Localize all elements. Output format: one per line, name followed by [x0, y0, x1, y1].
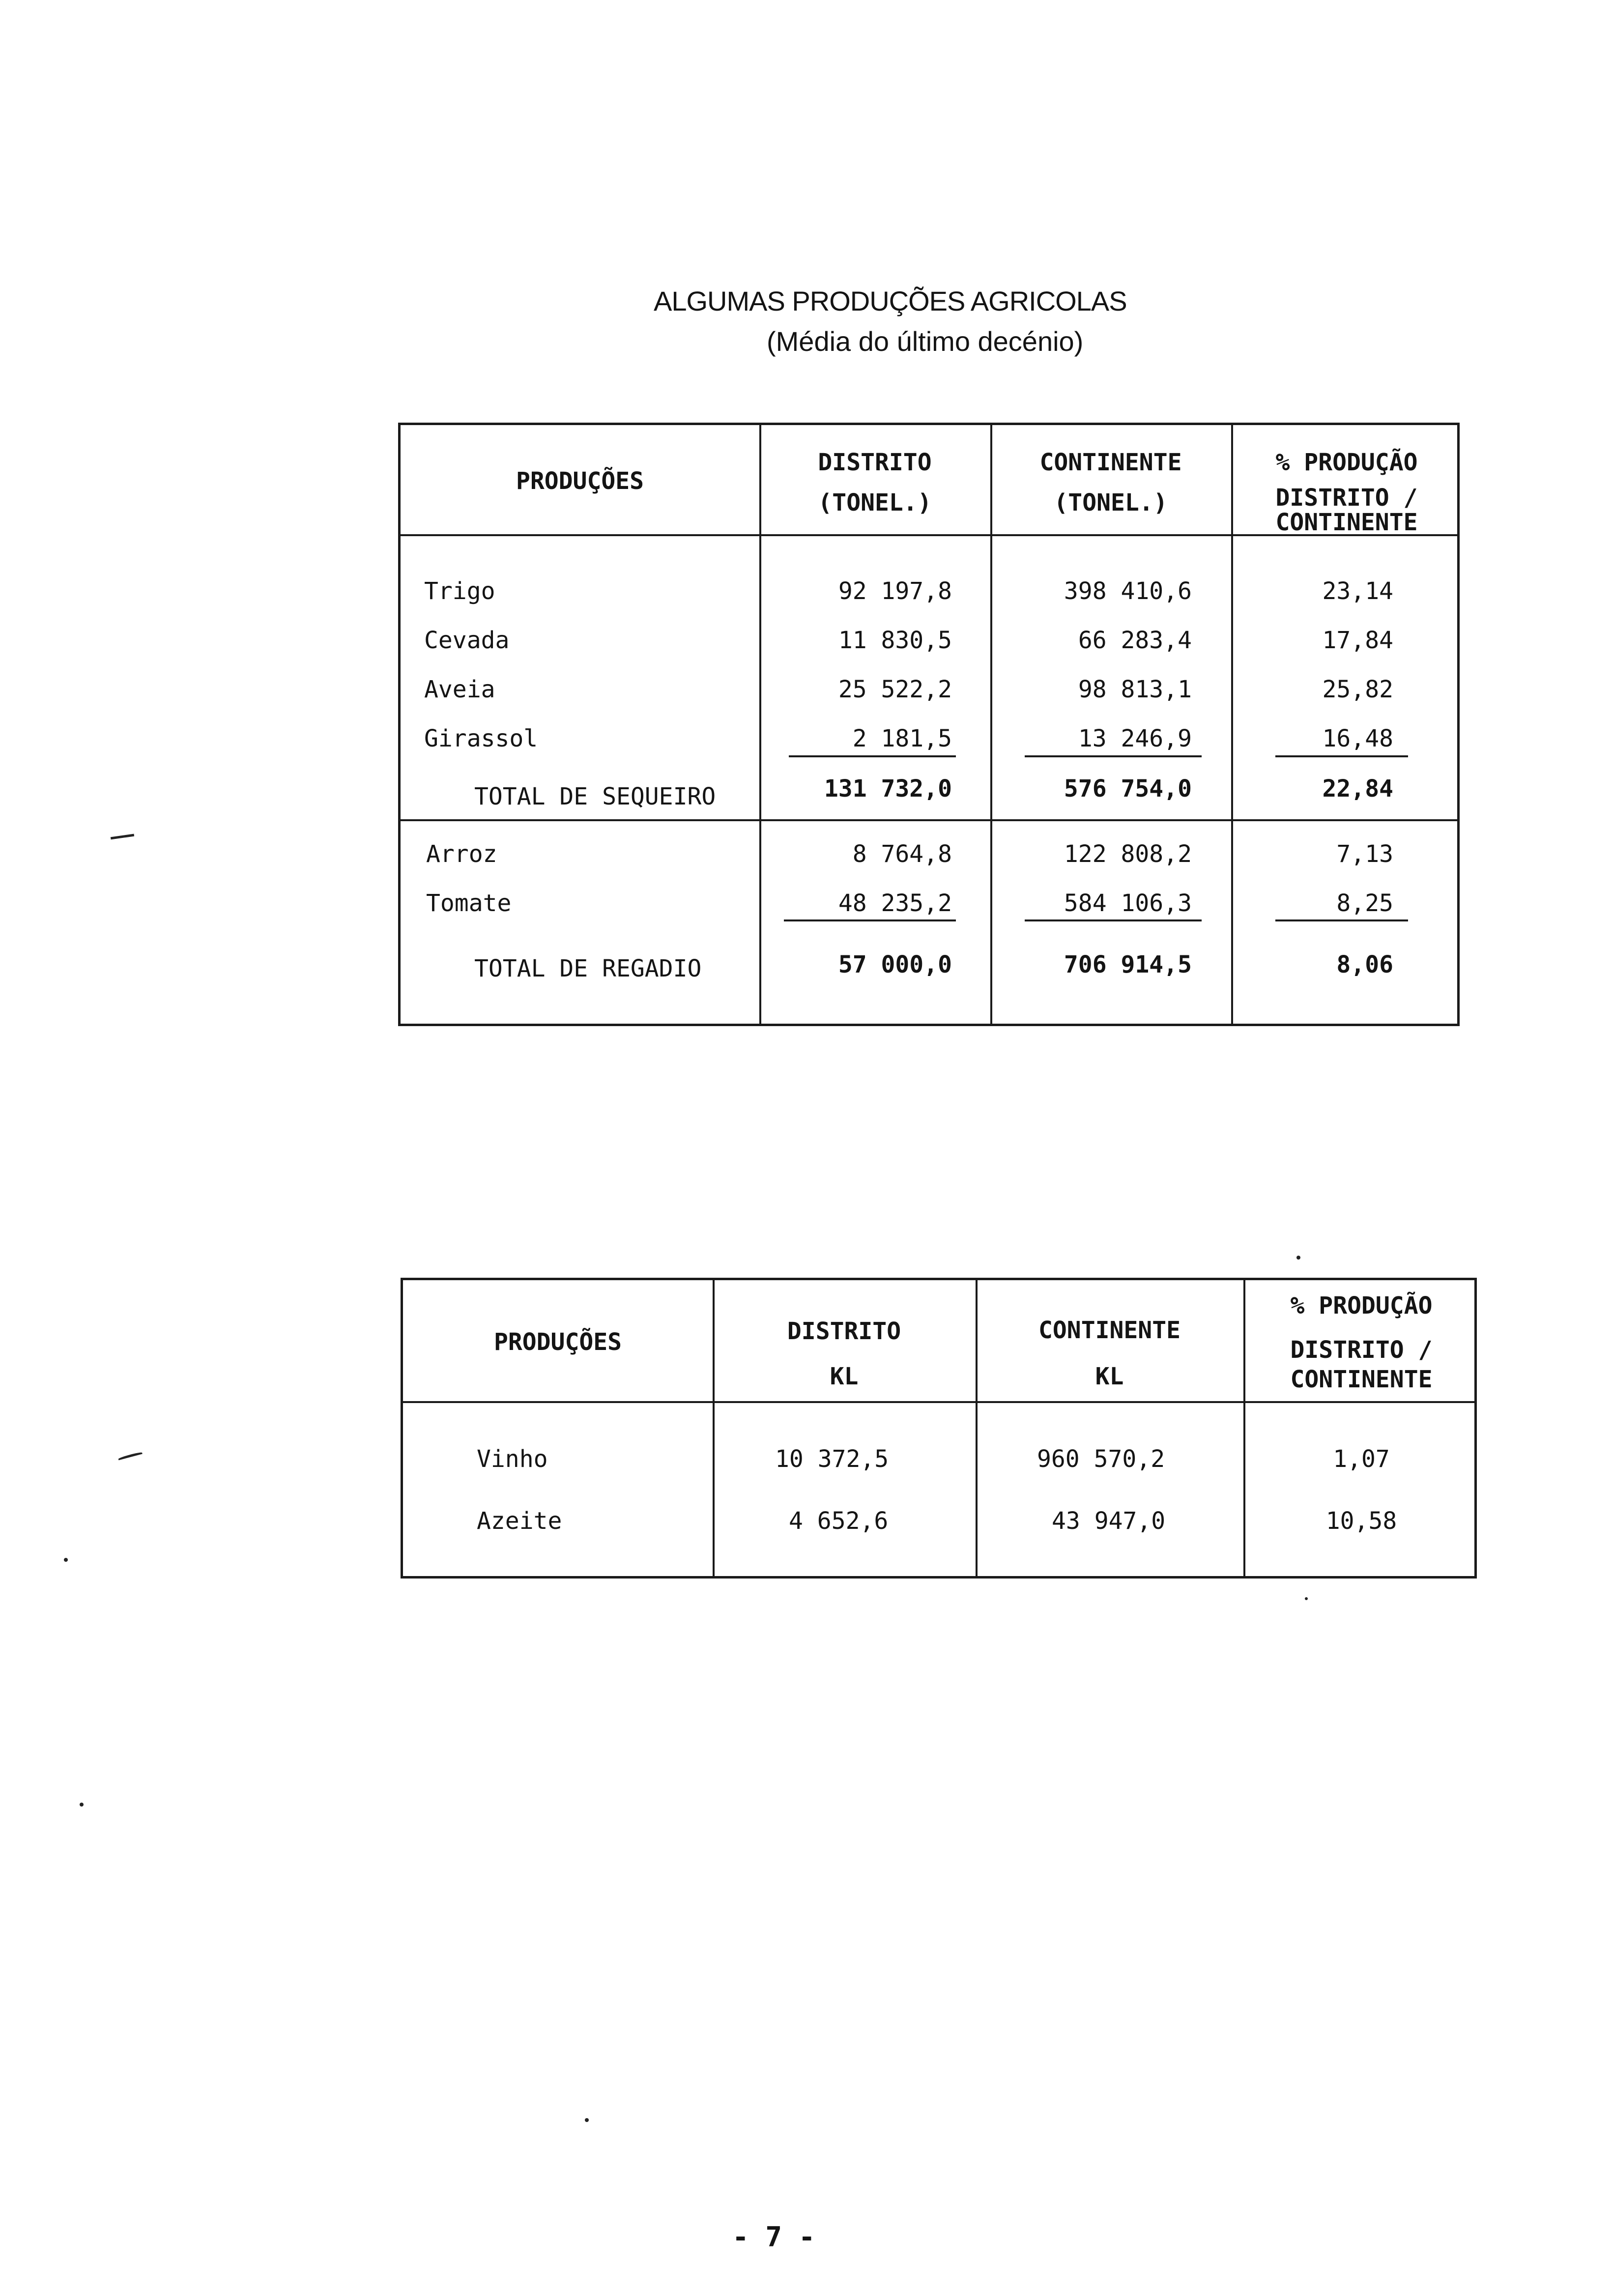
row-tomate-name: Tomate: [426, 890, 512, 917]
t2-row-vinho-continente: 960 570,2: [1037, 1445, 1165, 1473]
header-pct: % PRODUÇÃO: [1275, 449, 1418, 476]
header-continente: CONTINENTE: [1039, 449, 1182, 476]
page-title: ALGUMAS PRODUÇÕES AGRICOLAS: [654, 286, 1127, 316]
row-trigo-distrito: 92 197,8: [838, 577, 952, 605]
row-girassol-continente: 13 246,9: [1078, 725, 1192, 752]
header-continente-unit: (TONEL.): [1054, 489, 1168, 517]
header-producoes: PRODUÇÕES: [516, 467, 644, 495]
subtotal-underline-continente: [1025, 755, 1202, 757]
row-arroz-name: Arroz: [426, 840, 497, 868]
t2-header-distrito: DISTRITO: [787, 1318, 901, 1345]
page-number: - 7 -: [732, 2221, 815, 2253]
scan-dot: [1305, 1597, 1308, 1600]
row-arroz-pct: 7,13: [1336, 840, 1393, 868]
row-trigo-name: Trigo: [424, 577, 495, 605]
t2-header-pct: % PRODUÇÃO: [1290, 1292, 1433, 1320]
t2-header-producoes: PRODUÇÕES: [493, 1328, 622, 1356]
total-regadio-distrito: 57 000,0: [838, 951, 952, 978]
t2-header-continente-unit: KL: [1095, 1363, 1124, 1390]
subtotal-underline-distrito: [789, 755, 956, 757]
table-production-kl: [401, 1278, 1477, 1578]
scan-dot: [585, 2118, 589, 2122]
row-girassol-name: Girassol: [424, 725, 538, 752]
row-girassol-pct: 16,48: [1322, 725, 1393, 752]
row-cevada-pct: 17,84: [1322, 627, 1393, 654]
t2-header-pct-line3: CONTINENTE: [1290, 1366, 1433, 1393]
scan-dot: [64, 1558, 68, 1562]
row-aveia-continente: 98 813,1: [1078, 676, 1192, 703]
t2-row-azeite-distrito: 4 652,6: [789, 1507, 889, 1535]
row-cevada-continente: 66 283,4: [1078, 627, 1192, 654]
total-sequeiro-pct: 22,84: [1322, 775, 1393, 803]
row-aveia-distrito: 25 522,2: [838, 676, 952, 703]
row-trigo-continente: 398 410,6: [1064, 577, 1192, 605]
total-underline-continente: [1025, 919, 1202, 921]
subtotal-underline-pct: [1275, 755, 1408, 757]
header-distrito-unit: (TONEL.): [818, 489, 932, 517]
row-cevada-distrito: 11 830,5: [838, 627, 952, 654]
scan-dot: [1296, 1256, 1300, 1260]
total-sequeiro-label: TOTAL DE SEQUEIRO: [474, 783, 716, 810]
total-regadio-continente: 706 914,5: [1064, 951, 1192, 978]
t2-row-azeite-pct: 10,58: [1325, 1507, 1397, 1535]
t2-row-vinho-pct: 1,07: [1333, 1445, 1390, 1473]
total-sequeiro-continente: 576 754,0: [1064, 775, 1192, 803]
header-distrito: DISTRITO: [818, 449, 932, 476]
scan-mark: [111, 834, 134, 840]
table-agricultural-production-tonnes: [398, 423, 1460, 1026]
header-pct-line2: DISTRITO /: [1275, 484, 1418, 512]
total-regadio-pct: 8,06: [1336, 951, 1393, 978]
t2-row-vinho-distrito: 10 372,5: [775, 1445, 889, 1473]
page-subtitle: (Média do último decénio): [767, 326, 1084, 357]
total-regadio-label: TOTAL DE REGADIO: [474, 955, 702, 982]
row-aveia-name: Aveia: [424, 676, 495, 703]
t2-row-azeite-continente: 43 947,0: [1052, 1507, 1166, 1535]
row-arroz-continente: 122 808,2: [1064, 840, 1192, 868]
scan-mark: [118, 1452, 143, 1461]
t2-header-distrito-unit: KL: [830, 1363, 859, 1390]
row-tomate-pct: 8,25: [1336, 890, 1393, 917]
header-pct-line3: CONTINENTE: [1275, 509, 1418, 536]
total-underline-pct: [1275, 919, 1408, 921]
t2-row-vinho-name: Vinho: [477, 1445, 548, 1473]
total-underline-distrito: [784, 919, 956, 921]
scan-dot: [80, 1803, 84, 1807]
row-tomate-distrito: 48 235,2: [838, 890, 952, 917]
row-aveia-pct: 25,82: [1322, 676, 1393, 703]
row-tomate-continente: 584 106,3: [1064, 890, 1192, 917]
row-girassol-distrito: 2 181,5: [852, 725, 952, 752]
row-trigo-pct: 23,14: [1322, 577, 1393, 605]
row-cevada-name: Cevada: [424, 627, 510, 654]
total-sequeiro-distrito: 131 732,0: [824, 775, 952, 803]
row-arroz-distrito: 8 764,8: [852, 840, 952, 868]
t2-header-pct-line2: DISTRITO /: [1290, 1336, 1433, 1364]
t2-header-continente: CONTINENTE: [1038, 1317, 1180, 1344]
t2-row-azeite-name: Azeite: [477, 1507, 562, 1535]
